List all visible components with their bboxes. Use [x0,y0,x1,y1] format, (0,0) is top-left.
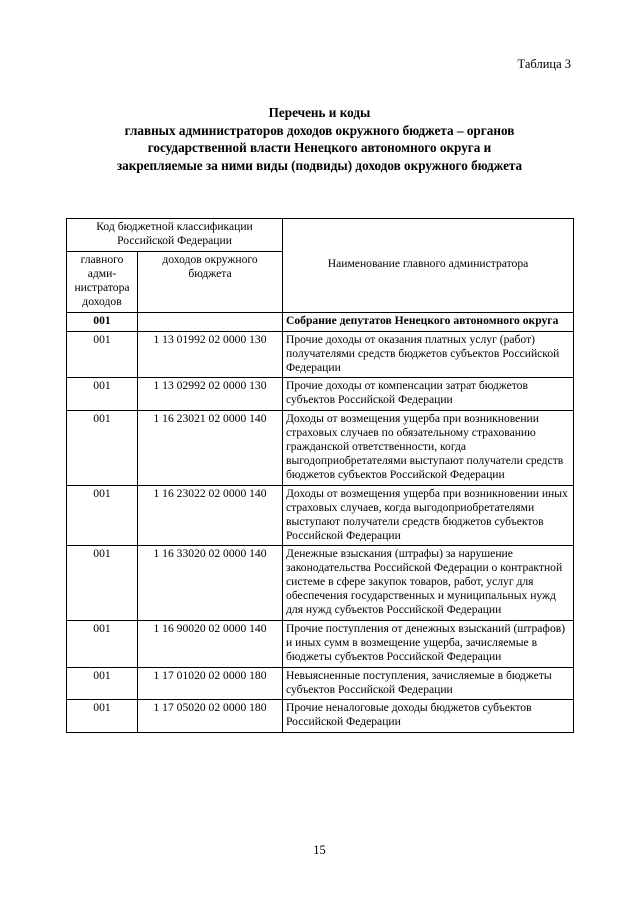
admin-name-cell: Невыясненные поступления, зачисляемые в бюджеты субъектов Российской Федерации [283,667,574,700]
admin-code-cell: 001 [67,546,138,621]
revenue-code-cell: 1 16 23021 02 0000 140 [138,411,283,486]
admin-name-cell: Денежные взыскания (штрафы) за нарушение законодательства Российской Федерации о контрактной системе в сфере закупок товаров, работ, услуг для обеспечения государственных и муниципальных нужд для нужд субъектов Российской Федерации [283,546,574,621]
revenue-code-cell [138,312,283,331]
admin-code-cell: 001 [67,331,138,378]
title-line-1: Перечень и коды [268,105,371,120]
revenue-code-cell: 1 17 01020 02 0000 180 [138,667,283,700]
revenue-code-cell: 1 13 02992 02 0000 130 [138,378,283,411]
table-row [67,485,574,546]
header-classification: Код бюджетной классификации Российской Федерации [67,219,283,252]
admin-name-cell: Прочие неналоговые доходы бюджетов субъектов Российской Федерации [283,700,574,733]
admin-code-cell: 001 [67,411,138,486]
document-title [0,104,639,174]
header-row-top [67,219,574,252]
table-body [67,219,574,733]
admin-code-cell: 001 [67,378,138,411]
table-row [67,546,574,621]
admin-code-cell: 001 [67,667,138,700]
admin-code-cell: 001 [67,620,138,667]
table-row [67,331,574,378]
header-admin-code: главного адми-нистратора доходов [67,251,138,312]
table-row [67,620,574,667]
revenue-code-cell: 1 16 23022 02 0000 140 [138,485,283,546]
table-row [67,700,574,733]
header-revenue-code: доходов окружного бюджета [138,251,283,312]
admin-name-cell: Прочие поступления от денежных взысканий (штрафов) и иных сумм в возмещение ущерба, зачисляемые в бюджеты субъектов Российской Федерации [283,620,574,667]
admin-name-cell: Доходы от возмещения ущерба при возникновении страховых случаев по обязательному страхованию гражданской ответственности, когда выгодоприобретателями выступают получатели средств бюджетов субъектов Российской Федерации [283,411,574,486]
admin-name-cell: Прочие доходы от оказания платных услуг (работ) получателями средств бюджетов субъектов Российской Федерации [283,331,574,378]
revenue-code-cell: 1 17 05020 02 0000 180 [138,700,283,733]
table-row [67,667,574,700]
admin-name-cell: Собрание депутатов Ненецкого автономного округа [283,312,574,331]
admin-name-cell: Доходы от возмещения ущерба при возникновении иных страховых случаев, когда выгодоприобретателями выступают получатели средств бюджетов субъектов Российской Федерации [283,485,574,546]
revenue-code-cell: 1 16 90020 02 0000 140 [138,620,283,667]
admin-code-cell: 001 [67,312,138,331]
revenue-codes-table [66,218,574,733]
table-row [67,312,574,331]
table-label: Таблица 3 [517,57,571,71]
admin-code-cell: 001 [67,700,138,733]
title-line-2: главных администраторов доходов окружного бюджета – органов [124,122,515,138]
table-row [67,411,574,486]
revenue-code-cell: 1 16 33020 02 0000 140 [138,546,283,621]
table-row [67,378,574,411]
title-line-4: закрепляемые за ними виды (подвиды) доходов окружного бюджета [116,157,523,173]
page-number: 15 [313,843,326,857]
admin-name-cell: Прочие доходы от компенсации затрат бюджетов субъектов Российской Федерации [283,378,574,411]
admin-code-cell: 001 [67,485,138,546]
title-line-3: государственной власти Ненецкого автономного округа и [147,140,492,155]
revenue-code-cell: 1 13 01992 02 0000 130 [138,331,283,378]
header-admin-name: Наименование главного администратора [283,219,574,313]
